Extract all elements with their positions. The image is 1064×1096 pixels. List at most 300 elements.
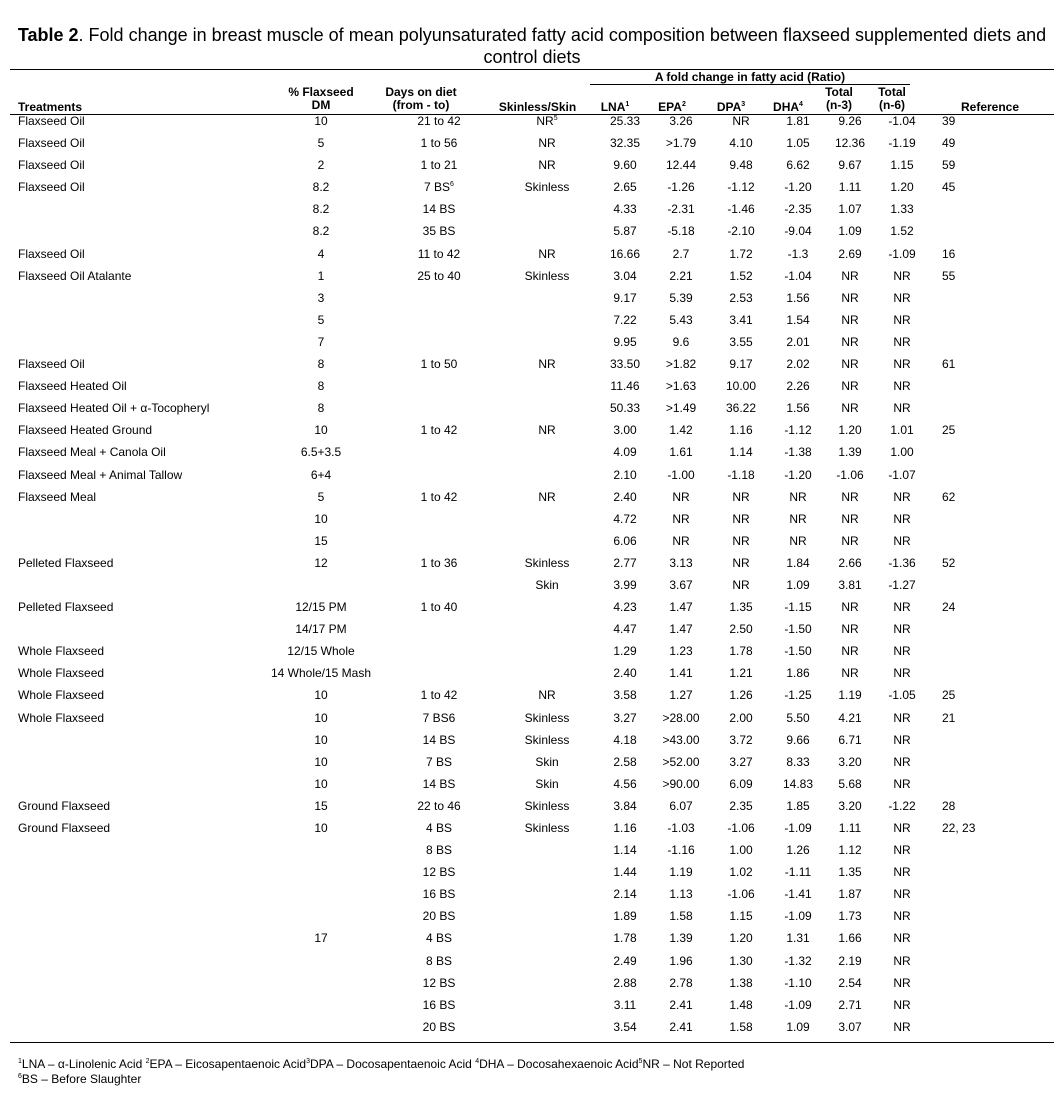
table-title (10, 24, 1054, 68)
cell-skin (494, 291, 600, 313)
cell-epa: >1.79 (665, 136, 697, 151)
cell-lna: 32.35 (609, 136, 641, 151)
cell-reference (930, 335, 1054, 357)
cell-dpa: 2.50 (729, 622, 753, 637)
table-row (10, 821, 1054, 843)
cell-dha: -1.32 (784, 953, 812, 968)
cell-dpa: 1.00 (729, 843, 753, 858)
cell-epa: >90.00 (662, 776, 700, 791)
cell-dpa: NR (732, 577, 750, 592)
cell-total-n3: 1.87 (838, 887, 862, 902)
cell-epa: 2.41 (669, 997, 693, 1012)
cell-skin (494, 202, 600, 224)
cell-total-n6: NR (893, 975, 911, 990)
cell-skin (494, 865, 600, 887)
cell-dpa: -1.06 (727, 887, 755, 902)
cell-days-on-diet (384, 644, 494, 666)
cell-days-on-diet: 4 BS (425, 931, 452, 946)
cell-dha: -1.20 (784, 467, 812, 482)
cell-treatment: Flaxseed Meal (18, 489, 97, 504)
table-row (10, 357, 1054, 379)
cell-dha: 1.85 (786, 798, 810, 813)
cell-dpa: 9.17 (729, 357, 753, 372)
cell-flaxseed-dm (258, 865, 384, 887)
cell-reference (930, 733, 1054, 755)
cell-treatment (10, 865, 258, 887)
cell-total-n6: NR (893, 600, 911, 615)
cell-total-n3: 5.68 (838, 776, 862, 791)
cell-total-n3: 1.12 (838, 843, 862, 858)
cell-epa: -5.18 (667, 224, 695, 239)
cell-total-n6: -1.27 (888, 577, 916, 592)
cell-flaxseed-dm: 10 (314, 776, 328, 791)
cell-flaxseed-dm: 12 (314, 555, 328, 570)
cell-skin (494, 887, 600, 909)
table-row (10, 931, 1054, 953)
cell-treatment (10, 622, 258, 644)
header-total-n6: Total (n-6) (878, 85, 906, 112)
cell-flaxseed-dm: 15 (314, 533, 328, 548)
table-row (10, 247, 1054, 269)
cell-dha: 2.01 (786, 334, 810, 349)
cell-skin (494, 335, 600, 357)
cell-total-n3: 3.20 (838, 754, 862, 769)
cell-dpa: 2.00 (729, 710, 753, 725)
cell-dha: -2.35 (784, 202, 812, 217)
cell-reference: 39 (942, 114, 956, 128)
cell-total-n3: 12.36 (834, 136, 866, 151)
cell-epa: 2.41 (669, 1019, 693, 1034)
cell-days-on-diet: 16 BS (422, 997, 456, 1012)
cell-flaxseed-dm (258, 578, 384, 600)
cell-days-on-diet: 14 BS (422, 732, 456, 747)
cell-total-n3: NR (841, 290, 859, 305)
cell-lna: 2.49 (613, 953, 637, 968)
cell-dpa: 2.35 (729, 798, 753, 813)
cell-total-n6: NR (893, 489, 911, 504)
footnote-bs: $^6$BS – Before Slaughter (18, 1072, 142, 1086)
table-row (10, 136, 1054, 158)
cell-treatment (10, 931, 258, 953)
cell-total-n6: -1.36 (888, 555, 916, 570)
cell-treatment (10, 954, 258, 976)
cell-lna: 2.77 (613, 555, 637, 570)
cell-dha: 9.66 (786, 732, 810, 747)
cell-epa: >43.00 (662, 732, 700, 747)
header-days-on-diet: Days on diet (from - to) (385, 85, 457, 112)
cell-skin: $NR^5$ (536, 114, 558, 128)
cell-skin (494, 976, 600, 998)
cell-flaxseed-dm: 5 (317, 312, 325, 327)
cell-days-on-diet: 20 BS (422, 909, 456, 924)
cell-epa: >28.00 (662, 710, 700, 725)
cell-treatment (10, 202, 258, 224)
cell-dha: -1.04 (784, 268, 812, 283)
table-row (10, 180, 1054, 202)
cell-total-n6: 1.33 (890, 202, 914, 217)
cell-skin: Skin (535, 577, 559, 592)
cell-dpa: 1.02 (729, 865, 753, 880)
cell-lna: 2.14 (613, 887, 637, 902)
cell-reference (930, 1020, 1054, 1042)
table-row (10, 423, 1054, 445)
cell-reference: 45 (942, 180, 956, 195)
cell-flaxseed-dm (258, 887, 384, 909)
cell-dpa: -1.46 (727, 202, 755, 217)
cell-skin: Skinless (524, 180, 570, 195)
cell-dpa: 1.52 (729, 268, 753, 283)
cell-flaxseed-dm (258, 843, 384, 865)
cell-total-n3: 3.20 (838, 798, 862, 813)
table-row (10, 379, 1054, 401)
header-dha: DHA$^4$ (773, 100, 803, 114)
cell-total-n6: -1.09 (888, 246, 916, 261)
cell-epa: 1.41 (669, 666, 693, 681)
cell-dha: 1.09 (786, 1019, 810, 1034)
cell-dha: 6.62 (786, 158, 810, 173)
cell-dha: 2.26 (786, 379, 810, 394)
cell-flaxseed-dm: 10 (314, 511, 328, 526)
cell-total-n3: 1.11 (838, 180, 862, 195)
cell-flaxseed-dm: 8 (317, 401, 325, 416)
cell-total-n3: 3.81 (838, 577, 862, 592)
cell-dpa: 1.14 (729, 445, 753, 460)
cell-epa: >1.63 (665, 379, 697, 394)
cell-total-n6: 1.01 (890, 423, 914, 438)
cell-total-n6: NR (893, 334, 911, 349)
cell-epa: NR (672, 489, 690, 504)
cell-reference (930, 976, 1054, 998)
table-row (10, 468, 1054, 490)
cell-total-n6: NR (893, 511, 911, 526)
data-table (10, 114, 1054, 1042)
cell-epa: 3.26 (669, 114, 693, 128)
cell-dpa: 3.27 (729, 754, 753, 769)
cell-lna: 2.58 (613, 754, 637, 769)
cell-total-n6: -1.05 (888, 688, 916, 703)
cell-days-on-diet: 22 to 46 (417, 798, 461, 813)
cell-dpa: NR (732, 555, 750, 570)
cell-treatment (10, 1020, 258, 1042)
cell-reference (930, 931, 1054, 953)
cell-total-n3: NR (841, 401, 859, 416)
cell-days-on-diet: 7 BS (425, 754, 452, 769)
bottom-rule (10, 1042, 1054, 1043)
table-row (10, 688, 1054, 710)
cell-treatment (10, 733, 258, 755)
cell-epa: 5.43 (669, 312, 693, 327)
cell-treatment: Flaxseed Oil Atalante (18, 268, 132, 283)
cell-total-n3: -1.06 (836, 467, 864, 482)
cell-days-on-diet: 12 BS (422, 865, 456, 880)
cell-lna: 9.17 (613, 290, 637, 305)
cell-dpa: 1.35 (729, 600, 753, 615)
cell-epa: 1.58 (669, 909, 693, 924)
table-row (10, 556, 1054, 578)
cell-days-on-diet (384, 534, 494, 556)
cell-epa: 1.61 (669, 445, 693, 460)
cell-total-n3: 6.71 (838, 732, 862, 747)
cell-total-n3: 1.39 (838, 445, 862, 460)
cell-total-n3: NR (841, 533, 859, 548)
cell-dpa: 10.00 (725, 379, 757, 394)
cell-lna: 25.33 (609, 114, 641, 128)
table-row (10, 202, 1054, 224)
cell-days-on-diet: 1 to 56 (420, 136, 458, 151)
cell-reference (930, 755, 1054, 777)
cell-treatment (10, 887, 258, 909)
cell-dha: 2.02 (786, 357, 810, 372)
cell-dpa: 1.38 (729, 975, 753, 990)
cell-epa: >1.82 (665, 357, 697, 372)
cell-flaxseed-dm (258, 976, 384, 998)
cell-total-n6: NR (893, 997, 911, 1012)
cell-total-n3: 1.11 (838, 821, 862, 835)
cell-flaxseed-dm: 8.2 (312, 202, 330, 217)
cell-epa: 2.21 (669, 268, 693, 283)
table-row (10, 755, 1054, 777)
table-row (10, 998, 1054, 1020)
cell-lna: 5.87 (613, 224, 637, 239)
cell-days-on-diet: 1 to 36 (420, 555, 458, 570)
cell-treatment: Flaxseed Oil (18, 114, 85, 128)
cell-flaxseed-dm: 8.2 (312, 224, 330, 239)
cell-dpa: 36.22 (725, 401, 757, 416)
cell-total-n3: 2.69 (838, 246, 862, 261)
cell-dpa: 1.26 (729, 688, 753, 703)
header-group-fold-change: A fold change in fatty acid (Ratio) (654, 70, 846, 84)
cell-lna: 2.88 (613, 975, 637, 990)
cell-days-on-diet: 1 to 42 (420, 423, 458, 438)
table-row (10, 269, 1054, 291)
cell-reference (930, 622, 1054, 644)
cell-total-n3: NR (841, 644, 859, 659)
table-label: Table 2 (17, 25, 79, 45)
cell-dpa: 6.09 (729, 776, 753, 791)
cell-total-n3: NR (841, 489, 859, 504)
cell-reference: 22, 23 (942, 821, 976, 835)
cell-total-n6: 1.52 (890, 224, 914, 239)
cell-treatment: Flaxseed Oil (18, 158, 85, 173)
cell-skin: NR (538, 136, 556, 151)
cell-reference (930, 468, 1054, 490)
table-row (10, 865, 1054, 887)
cell-superscript: 5 (553, 115, 558, 122)
cell-epa: -1.16 (667, 843, 695, 858)
header-lna: LNA$^1$ (600, 100, 630, 114)
table-row (10, 335, 1054, 357)
table-row (10, 114, 1054, 136)
cell-skin: Skinless (524, 821, 570, 835)
cell-total-n6: NR (893, 644, 911, 659)
cell-skin (494, 1020, 600, 1042)
table-row (10, 490, 1054, 512)
cell-total-n6: 1.15 (890, 158, 914, 173)
cell-epa: 1.47 (669, 600, 693, 615)
cell-dha: -1.09 (784, 821, 812, 835)
cell-days-on-diet: 1 to 42 (420, 489, 458, 504)
cell-total-n6: NR (893, 953, 911, 968)
cell-treatment (10, 512, 258, 534)
cell-dha: 1.56 (786, 290, 810, 305)
cell-treatment: Flaxseed Oil (18, 246, 85, 261)
cell-epa: -2.31 (667, 202, 695, 217)
cell-lna: 4.23 (613, 600, 637, 615)
header-reference: Reference (960, 100, 1020, 114)
table-row (10, 954, 1054, 976)
cell-days-on-diet: 1 to 50 (420, 357, 458, 372)
cell-days-on-diet: 25 to 40 (417, 268, 461, 283)
cell-total-n3: NR (841, 268, 859, 283)
cell-reference (930, 291, 1054, 313)
cell-epa: -1.26 (667, 180, 695, 195)
cell-reference: 28 (942, 798, 956, 813)
cell-total-n6: 1.20 (890, 180, 914, 195)
cell-skin (494, 512, 600, 534)
top-rule (10, 69, 1054, 70)
cell-flaxseed-dm: 12/15 Whole (287, 644, 355, 659)
cell-epa: 6.07 (669, 798, 693, 813)
cell-lna: 2.10 (613, 467, 637, 482)
group-underline (590, 84, 910, 85)
cell-total-n6: 1.00 (890, 445, 914, 460)
table-row (10, 711, 1054, 733)
cell-reference (930, 445, 1054, 467)
table-row (10, 578, 1054, 600)
cell-dha: -1.38 (784, 445, 812, 460)
cell-total-n6: NR (893, 533, 911, 548)
cell-reference (930, 202, 1054, 224)
cell-dha: 1.26 (786, 843, 810, 858)
cell-skin: NR (538, 246, 556, 261)
cell-skin: Skin (535, 754, 559, 769)
cell-lna: 2.40 (613, 666, 637, 681)
table-row (10, 666, 1054, 688)
cell-total-n3: 9.26 (838, 114, 862, 128)
cell-dpa: 4.10 (729, 136, 753, 151)
cell-reference (930, 777, 1054, 799)
cell-lna: 50.33 (609, 401, 641, 416)
cell-days-on-diet (384, 335, 494, 357)
cell-skin: Skinless (524, 268, 570, 283)
cell-reference (930, 865, 1054, 887)
cell-skin (494, 998, 600, 1020)
cell-reference: 25 (942, 423, 956, 438)
cell-dpa: 1.48 (729, 997, 753, 1012)
cell-lna: 3.54 (613, 1019, 637, 1034)
cell-dpa: 1.16 (729, 423, 753, 438)
cell-total-n6: NR (893, 865, 911, 880)
cell-treatment: Pelleted Flaxseed (18, 555, 114, 570)
cell-lna: 6.06 (613, 533, 637, 548)
cell-reference: 49 (942, 136, 956, 151)
cell-days-on-diet (384, 291, 494, 313)
cell-epa: -1.00 (667, 467, 695, 482)
cell-treatment (10, 578, 258, 600)
cell-days-on-diet: 11 to 42 (417, 246, 461, 261)
cell-total-n3: 1.19 (838, 688, 862, 703)
cell-total-n3: 1.35 (838, 865, 862, 880)
cell-superscript: 6 (450, 181, 454, 189)
cell-dpa: 1.15 (729, 909, 753, 924)
cell-dpa: 3.72 (729, 732, 753, 747)
cell-treatment (10, 313, 258, 335)
cell-dha: 1.86 (786, 666, 810, 681)
cell-treatment: Ground Flaxseed (18, 798, 111, 813)
cell-dpa: 1.58 (729, 1019, 753, 1034)
cell-reference: 59 (942, 158, 956, 173)
cell-days-on-diet: 1 to 42 (420, 688, 458, 703)
cell-skin (494, 622, 600, 644)
table-row (10, 224, 1054, 246)
cell-skin (494, 445, 600, 467)
cell-dha: -1.15 (784, 600, 812, 615)
cell-reference: 25 (942, 688, 956, 703)
cell-lna: 3.84 (613, 798, 637, 813)
cell-lna: 2.40 (613, 489, 637, 504)
cell-days-on-diet (384, 578, 494, 600)
cell-lna: 9.60 (613, 158, 637, 173)
cell-reference: 62 (942, 489, 956, 504)
cell-epa: 1.23 (669, 644, 693, 659)
cell-skin: Skinless (524, 798, 570, 813)
cell-skin (494, 600, 600, 622)
cell-dha: 1.05 (786, 136, 810, 151)
cell-reference (930, 313, 1054, 335)
cell-dpa: 1.72 (729, 246, 753, 261)
cell-reference (930, 224, 1054, 246)
cell-flaxseed-dm: 17 (314, 931, 328, 946)
cell-skin (494, 224, 600, 246)
cell-lna: 1.16 (613, 821, 637, 835)
cell-days-on-diet: 35 BS (422, 224, 456, 239)
cell-total-n6: -1.04 (888, 114, 916, 128)
cell-epa: >1.49 (665, 401, 697, 416)
cell-reference (930, 666, 1054, 688)
cell-days-on-diet (384, 313, 494, 335)
cell-dha: 1.56 (786, 401, 810, 416)
cell-treatment: Whole Flaxseed (18, 644, 105, 659)
cell-skin (494, 666, 600, 688)
cell-dha: -1.09 (784, 909, 812, 924)
cell-dha: 1.81 (786, 114, 810, 128)
cell-lna: 2.65 (613, 180, 637, 195)
cell-treatment: Pelleted Flaxseed (18, 600, 114, 615)
cell-reference: 61 (942, 357, 956, 372)
cell-lna: 11.46 (610, 379, 640, 394)
cell-reference (930, 843, 1054, 865)
cell-flaxseed-dm (258, 998, 384, 1020)
cell-total-n3: 3.07 (838, 1019, 862, 1034)
header-flaxseed-dm: % Flaxseed DM (288, 85, 354, 112)
cell-epa: 1.27 (669, 688, 693, 703)
cell-flaxseed-dm: 6.5+3.5 (300, 445, 342, 460)
cell-total-n3: 4.21 (838, 710, 862, 725)
cell-lna: 1.78 (613, 931, 637, 946)
table-row (10, 534, 1054, 556)
cell-epa: 2.7 (672, 246, 690, 261)
cell-skin: NR (538, 423, 556, 438)
cell-total-n6: -1.19 (888, 136, 916, 151)
cell-treatment (10, 777, 258, 799)
cell-flaxseed-dm: 10 (314, 114, 328, 128)
cell-reference (930, 954, 1054, 976)
cell-reference (930, 644, 1054, 666)
cell-total-n6: NR (893, 379, 911, 394)
table-row (10, 976, 1054, 998)
cell-total-n6: NR (893, 754, 911, 769)
cell-total-n6: NR (893, 357, 911, 372)
